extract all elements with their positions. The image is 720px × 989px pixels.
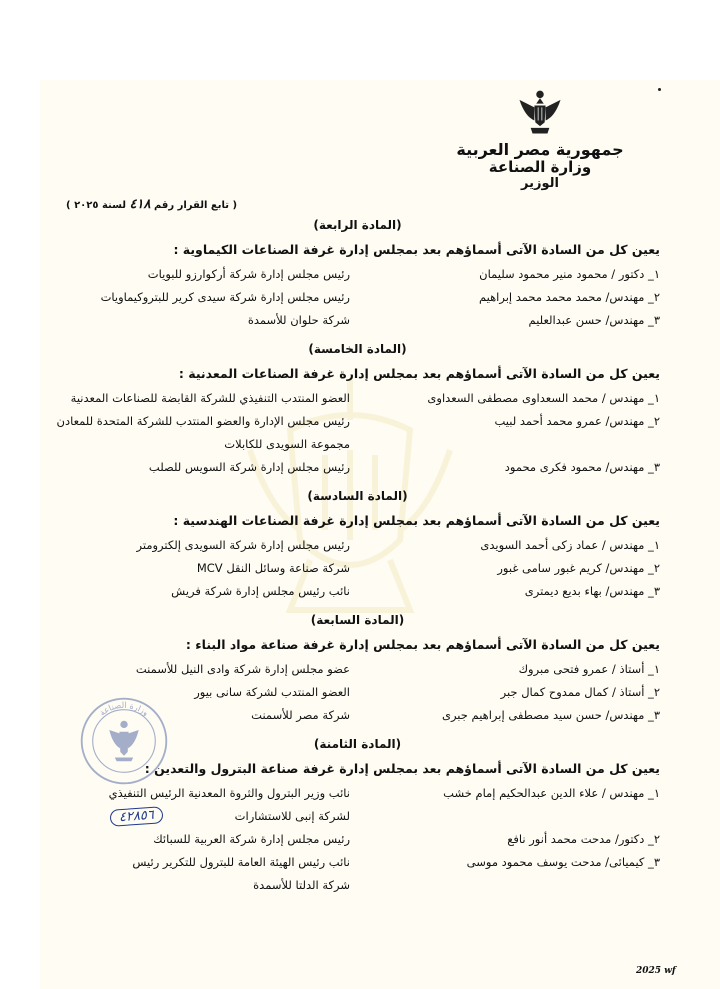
article-title: (المادة السابعة) <box>310 613 405 627</box>
article-title: (المادة السادسة) <box>307 489 408 503</box>
scan-dot <box>658 88 661 91</box>
ministry-name: وزارة الصناعة <box>488 158 592 176</box>
member-row <box>55 433 660 456</box>
member-row <box>55 828 660 851</box>
country-name: جمهورية مصر العربية <box>456 140 624 159</box>
member-row <box>55 580 660 603</box>
member-name: ٣_ مهندس/ حسن سيد مصطفى إبراهيم جبرى <box>441 708 660 722</box>
member-role: رئيس مجلس إدارة شركة أركوارزو للبويات <box>147 267 350 281</box>
article-intro: يعين كل من السادة الآتى أسماؤهم بعد بمجلس إدارة غرفة الصناعات الكيماوية : <box>173 242 660 257</box>
member-role: شركة صناعة وسائل النقل MCV <box>196 561 350 575</box>
member-name: ٢_ مهندس/ كريم غبور سامى غبور <box>497 561 660 575</box>
document-body <box>55 212 660 907</box>
member-row <box>55 658 660 681</box>
member-name: ٣_ مهندس/ محمود فكرى محمود <box>504 460 660 474</box>
article-section <box>55 489 660 603</box>
member-role: نائب رئيس مجلس إدارة شركة فريش <box>171 584 350 598</box>
member-row <box>55 851 660 874</box>
article-title: (المادة الثامنة) <box>313 737 402 751</box>
article-section <box>55 342 660 479</box>
member-row <box>55 557 660 580</box>
ministry-stamp-icon <box>78 695 170 787</box>
member-role: لشركة إنبى للاستشارات <box>234 809 350 823</box>
member-name: ١_ أستاذ / عمرو فتحى مبروك <box>518 662 660 676</box>
member-role: رئيس مجلس الإدارة والعضو المنتدب للشركة المتحدة للمعادن <box>56 414 350 428</box>
article-intro: يعين كل من السادة الآتى أسماؤهم بعد بمجلس إدارة غرفة صناعة مواد البناء : <box>185 637 660 652</box>
member-name: ١_ مهندس / علاء الدين عبدالحكيم إمام خشب <box>443 786 660 800</box>
serial-number: ٤٢٨٥٦ <box>109 806 163 827</box>
member-role: العضو المنتدب لشركة سانى بيور <box>194 685 350 699</box>
member-name: ١_ مهندس / محمد السعداوى مصطفى السعداوى <box>427 391 660 405</box>
member-row <box>55 874 660 897</box>
decision-reference <box>66 197 237 212</box>
article-title: (المادة الرابعة) <box>313 218 402 232</box>
member-name: ٣_ مهندس/ حسن عبدالعليم <box>528 313 660 327</box>
article-intro: يعين كل من السادة الآتى أسماؤهم بعد بمجلس إدارة غرفة الصناعات الهندسية : <box>173 513 660 528</box>
decision-suffix: لسنة ٢٠٢٥ ) <box>66 200 127 211</box>
eagle-emblem-icon <box>512 85 568 141</box>
member-role: شركة الدلتا للأسمدة <box>253 878 350 892</box>
member-name: ٢_ مهندس/ محمد محمد محمد إبراهيم <box>478 290 660 304</box>
letterhead <box>455 85 625 192</box>
member-name: ٢_ مهندس/ عمرو محمد أحمد لبيب <box>494 414 660 428</box>
article-intro: يعين كل من السادة الآتى أسماؤهم بعد بمجلس إدارة غرفة صناعة البترول والتعدين : <box>144 761 660 776</box>
footer-mark: 2025 wf <box>636 966 676 976</box>
article-section <box>55 218 660 332</box>
decision-prefix: ( تابع القرار رقم <box>153 200 238 211</box>
member-name: ٣_ مهندس/ بهاء بديع ديمترى <box>524 584 660 598</box>
stamp-text: وزارة الصناعة <box>97 699 151 718</box>
member-role: نائب وزير البترول والثروة المعدنية الرئيس التنفيذي <box>108 786 350 800</box>
article-intro: يعين كل من السادة الآتى أسماؤهم بعد بمجلس إدارة غرفة الصناعات المعدنية : <box>178 366 660 381</box>
member-name: ٣_ كيميائى/ مدحت يوسف محمود موسى <box>466 855 660 869</box>
member-role: مجموعة السويدى للكابلات <box>224 437 350 451</box>
member-row <box>55 456 660 479</box>
member-name: ١_ دكتور / محمود منير محمود سليمان <box>479 267 660 281</box>
minister-title: الوزير <box>521 176 559 191</box>
member-row <box>55 286 660 309</box>
member-row <box>55 387 660 410</box>
member-row <box>55 410 660 433</box>
member-name: ٢_ أستاذ / كمال ممدوح كمال جبر <box>500 685 660 699</box>
member-role: رئيس مجلس إدارة شركة السويس للصلب <box>148 460 350 474</box>
member-name: ٢_ دكتور/ مدحت محمد أنور نافع <box>507 832 660 846</box>
member-role: شركة حلوان للأسمدة <box>247 313 350 327</box>
member-role: العضو المنتدب التنفيذي للشركة القابضة للصناعات المعدنية <box>70 391 350 405</box>
member-role: رئيس مجلس إدارة شركة السويدى إلكترومتر <box>136 538 350 552</box>
member-role: شركة مصر للأسمنت <box>251 708 350 722</box>
member-name: ١_ مهندس / عماد زكى أحمد السويدى <box>480 538 660 552</box>
member-row <box>55 263 660 286</box>
member-role: عضو مجلس إدارة شركة وادى النيل للأسمنت <box>135 662 350 676</box>
member-role: رئيس مجلس إدارة شركة سيدى كرير للبتروكيماويات <box>100 290 350 304</box>
decision-number: ٤١٨ <box>129 197 151 212</box>
member-row <box>55 534 660 557</box>
member-row <box>55 309 660 332</box>
article-title: (المادة الخامسة) <box>308 342 407 356</box>
member-role: رئيس مجلس إدارة شركة العربية للسبائك <box>153 832 350 846</box>
member-role: نائب رئيس الهيئة العامة للبترول للتكرير رئيس <box>132 855 350 869</box>
